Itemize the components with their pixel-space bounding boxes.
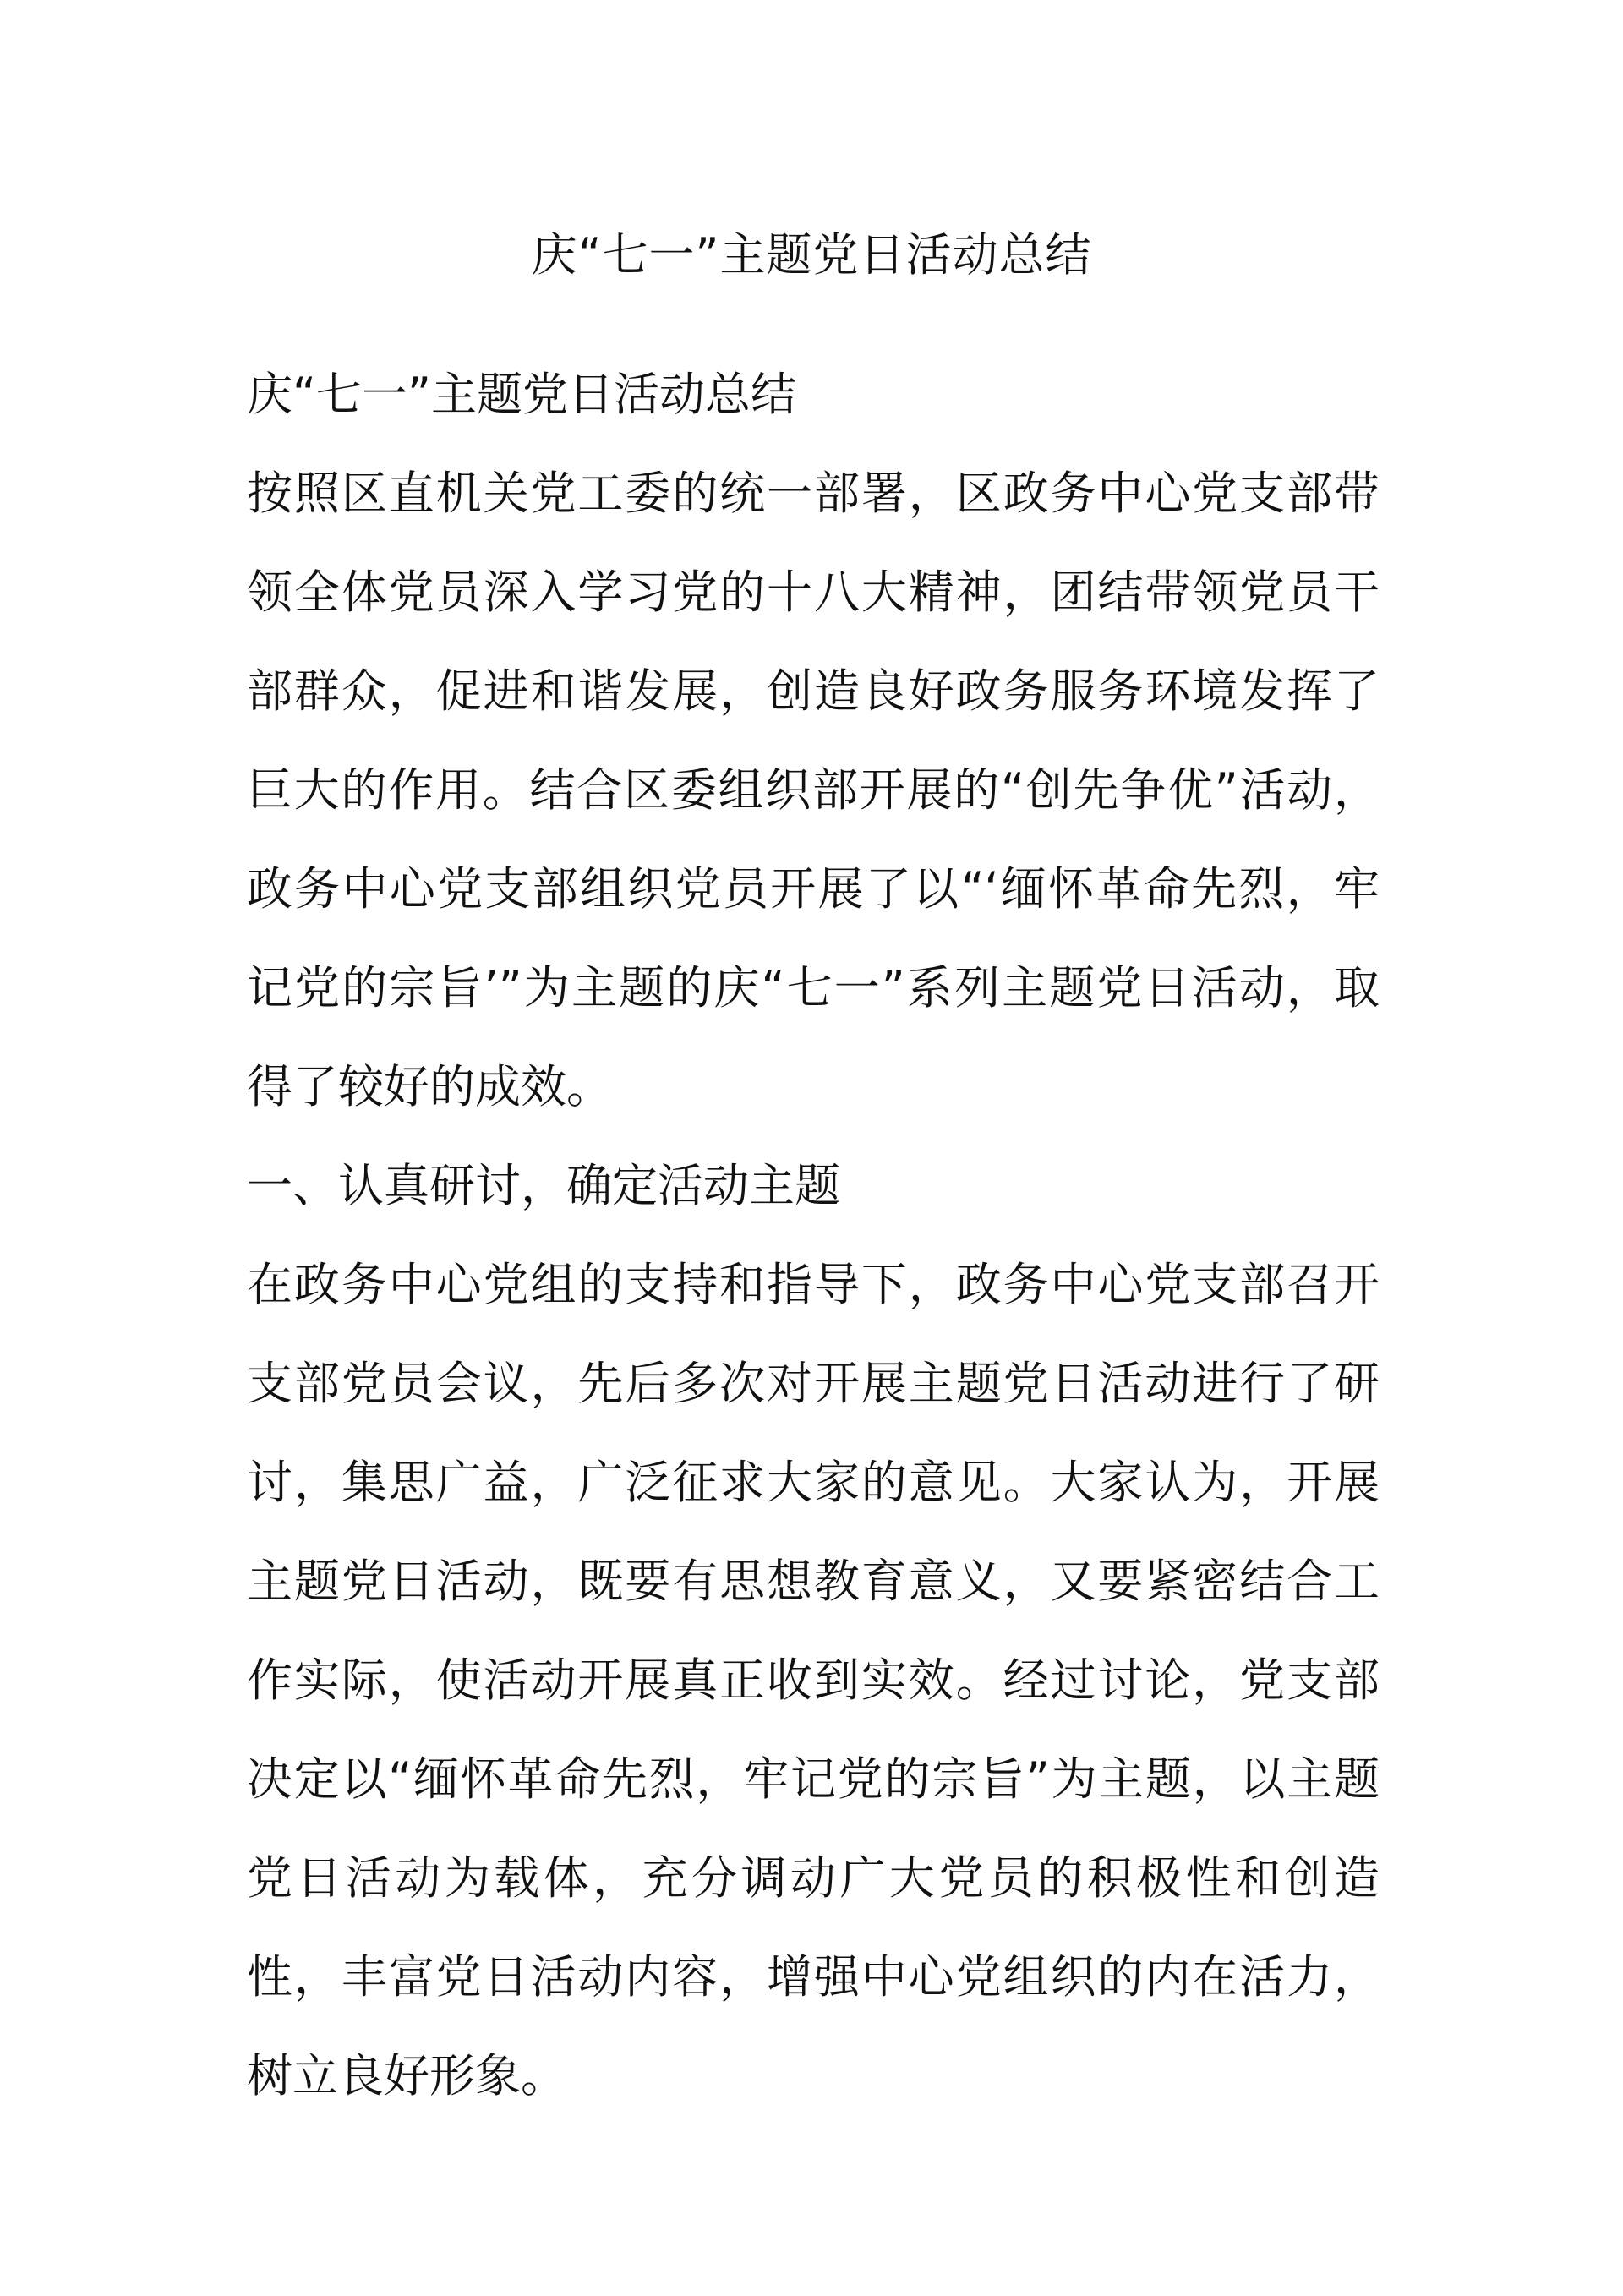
document-body (247, 345, 1380, 2125)
document-title: 庆“七一”主题党日活动总结 (531, 228, 1092, 282)
body-paragraph-section-1: 在政务中心党组的支持和指导下，政务中心党支部召开支部党员会议，先后多次对开展主题党日活动进行了研讨，集思广益，广泛征求大家的意见。大家认为，开展主题党日活动，既要有思想教育意义，又要紧密结合工作实际，使活动开展真正收到实效。经过讨论，党支部决定以“缅怀革命先烈，牢记党的宗旨”为主题，以主题党日活动为载体，充分调动广大党员的积极性和创造性，丰富党日活动内容，增强中心党组织的内在活力，树立良好形象。 (247, 1258, 1380, 2102)
section-heading-1: 一、认真研讨，确定活动主题 (247, 1159, 840, 1212)
body-paragraph-intro: 按照区直机关党工委的统一部署，区政务中心党支部带领全体党员深入学习党的十八大精神，团结带领党员干部群众，促进和谐发展，创造良好政务服务环境发挥了巨大的作用。结合区委组织部开展的“创先争优”活动，政务中心党支部组织党员开展了以“‘缅怀革命先烈，牢记党的宗旨’”为主题的庆“七一”系列主题党日活动，取得了较好的成效。 (247, 467, 1380, 1113)
document-subtitle: 庆“七一”主题党日活动总结 (247, 368, 796, 421)
